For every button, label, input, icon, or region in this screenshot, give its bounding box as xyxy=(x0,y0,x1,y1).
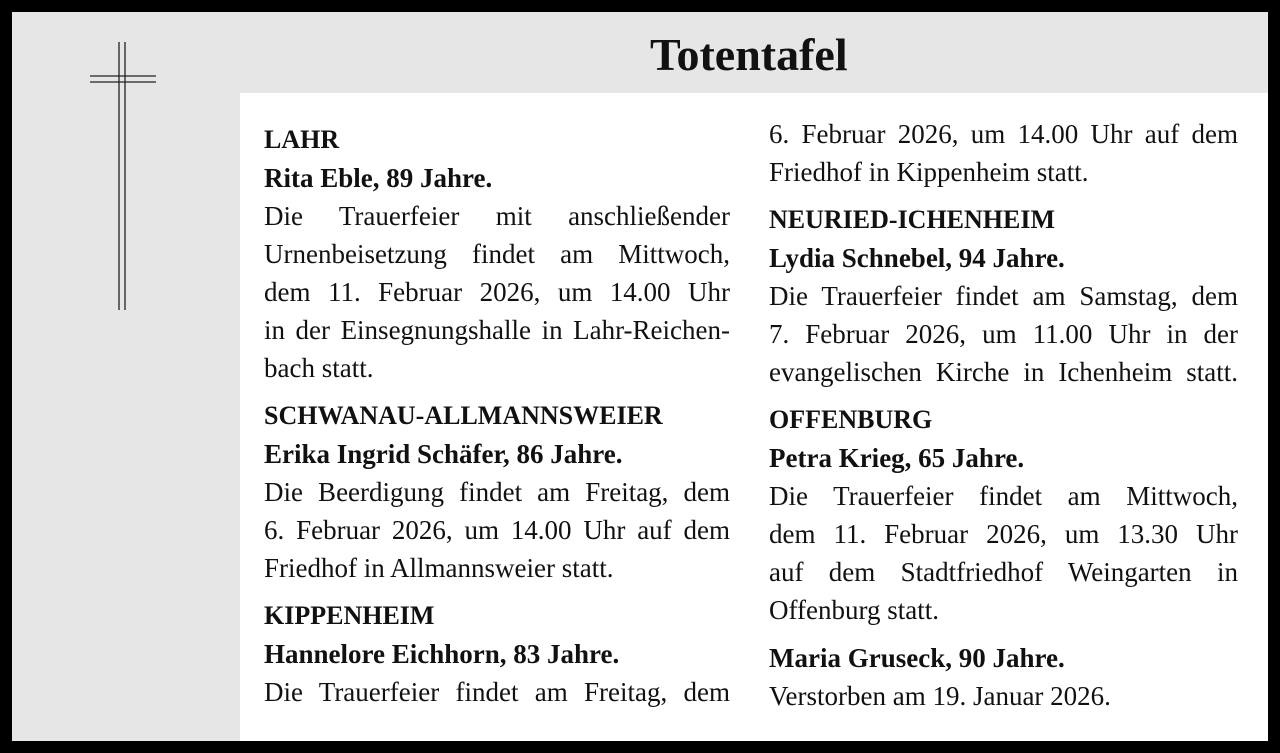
entry-text-line: Die Beerdigung findet am Freitag, dem xyxy=(264,477,730,507)
entry-text xyxy=(769,277,1238,391)
obituary-entry xyxy=(264,597,730,711)
entry-text-line: Die Trauerfeier findet am Mittwoch, xyxy=(769,481,1238,511)
entry-text-line: auf dem Stadtfriedhof Weingarten in xyxy=(769,557,1238,587)
entry-place: OFFENBURG xyxy=(769,405,933,434)
entry-text xyxy=(264,473,730,587)
entry-place: LAHR xyxy=(264,125,340,154)
entry-text-line: 6. Februar 2026, um 14.00 Uhr auf dem xyxy=(769,119,1238,149)
obituary-entry-continued xyxy=(769,115,1238,191)
right-column xyxy=(769,115,1238,715)
entry-text xyxy=(264,673,730,711)
obituary-entry xyxy=(769,401,1238,629)
entry-name: Lydia Schnebel, 94 Jahre. xyxy=(769,243,1065,273)
obituary-entry xyxy=(264,397,730,587)
entry-text xyxy=(769,115,1238,191)
entry-text-line: evangelischen Kirche in Ichenheim statt. xyxy=(769,357,1238,387)
entry-text-line: Urnenbeisetzung findet am Mittwoch, xyxy=(264,239,730,269)
entry-text-line: Friedhof in Allmannsweier statt. xyxy=(264,553,614,583)
left-column xyxy=(264,121,730,711)
entry-name: Petra Krieg, 65 Jahre. xyxy=(769,443,1025,473)
entry-text-line: dem 11. Februar 2026, um 14.00 Uhr xyxy=(264,277,730,307)
obituary-entry xyxy=(769,201,1238,391)
entry-text-line: 7. Februar 2026, um 11.00 Uhr in der xyxy=(769,319,1238,349)
entry-text xyxy=(769,477,1238,629)
entry-text-line: bach statt. xyxy=(264,353,374,383)
obituary-board xyxy=(12,12,1268,741)
entry-name: Hannelore Eichhorn, 83 Jahre. xyxy=(264,639,620,669)
entry-place: SCHWANAU-ALLMANNSWEIER xyxy=(264,401,663,430)
entry-text-line: Die Trauerfeier findet am Freitag, dem xyxy=(264,677,730,707)
obituary-entry xyxy=(769,639,1238,715)
entry-text xyxy=(769,677,1238,715)
obituary-content xyxy=(240,93,1268,741)
cross-icon xyxy=(90,42,156,310)
entry-text-line: in der Einsegnungshalle in Lahr-Reichen- xyxy=(264,315,730,345)
entry-text xyxy=(264,197,730,387)
obituary-entry xyxy=(264,121,730,387)
entry-name: Erika Ingrid Schäfer, 86 Jahre. xyxy=(264,439,623,469)
entry-name: Rita Eble, 89 Jahre. xyxy=(264,163,493,193)
entry-text-line: Friedhof in Kippenheim statt. xyxy=(769,157,1089,187)
entry-text-line: Die Trauerfeier findet am Samstag, dem xyxy=(769,281,1238,311)
entry-text-line: 6. Februar 2026, um 14.00 Uhr auf dem xyxy=(264,515,730,545)
entry-text-line: Verstorben am 19. Januar 2026. xyxy=(769,681,1111,711)
page-title: Totentafel xyxy=(650,29,848,80)
entry-text-line: dem 11. Februar 2026, um 13.30 Uhr xyxy=(769,519,1238,549)
entry-name: Maria Gruseck, 90 Jahre. xyxy=(769,643,1065,673)
entry-text-line: Offenburg statt. xyxy=(769,595,939,625)
entry-text-line: Die Trauerfeier mit anschließender xyxy=(264,201,730,231)
entry-place: KIPPENHEIM xyxy=(264,601,435,630)
entry-place: NEURIED-ICHENHEIM xyxy=(769,205,1056,234)
